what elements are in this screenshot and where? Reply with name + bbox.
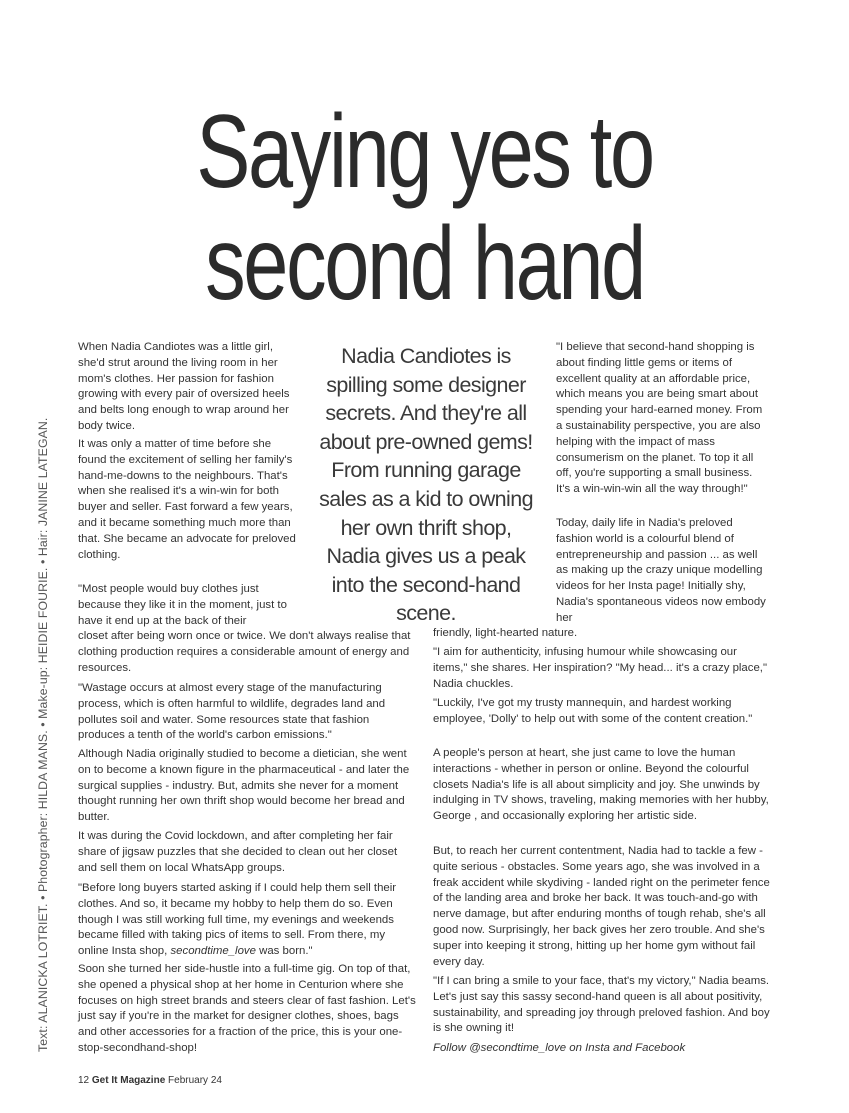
left-paragraph-7: "Before long buyers started asking if I could help them sell their clothes. And so, it became my hobby to help them do so. Even though I was still working full time, my evenings and weekends became filled with taking pics of items to sell. From there, my online Insta shop, secondtime_love was born." (78, 882, 397, 958)
headline-line-2: second hand (205, 206, 644, 322)
right-paragraph-6: But, to reach her current contentment, Nadia had to tackle a few - quite serious - obstacles. Some years ago, she was involved in a freak accident while skydiving - landed right on the perimeter fence of the landing area and broke her back. It was touch-and-go with nerve damage, but after enduring months of tough rehab, she's all good now. Surprisingly, her back gives her zero trouble. And she's super into keeping it strong, hitting up her home gym without fail every day. (433, 845, 770, 968)
standfirst: Nadia Candiotes is spilling some designer secrets. And they're all about pre-owned gems! From running garage sales as a kid to owning her own thrift shop, Nadia gives us a peak into the second-hand scene. (319, 344, 533, 626)
photo-credits: Text: ALANICKA LOTRIET. • Photographer: HILDA MANS. • Make-up: HEIDIE FOURIE. • Hair: JANINE LATEGAN. (36, 417, 50, 1052)
page-number: 12 (78, 1075, 90, 1086)
left-paragraph-3-narrow: "Most people would buy clothes just because they like it in the moment, just to have it end up at the back of their (78, 583, 287, 627)
social-follow-line: Follow @secondtime_love on Insta and Facebook (433, 1042, 686, 1054)
insta-handle: secondtime_love (170, 945, 256, 958)
left-paragraph-8: Soon she turned her side-hustle into a full-time gig. On top of that, she opened a physical shop at her home in Centurion where she focuses on high street brands and steers clear of fast fashion. Let's just say if you're in the market for designer clothes, shoes, bags and other accessories for a fraction of the price, this is your one-stop-secondhand-shop! (78, 963, 416, 1054)
left-paragraph-6: It was during the Covid lockdown, and after completing her fair share of jigsaw puzzles that she decided to clean out her closet and sell them on local WhatsApp groups. (78, 830, 398, 874)
right-paragraph-7: "If I can bring a smile to your face, that's my victory," Nadia beams. Let's just say this sassy second-hand queen is all about positivity, sustainability, and spreading joy through preloved fashion. And boy is she owning it! (433, 975, 770, 1035)
right-paragraph-5: A people's person at heart, she just came to love the human interactions - whether in person or online. Beyond the colourful closets Nadia's life is all about simplicity and joy. She unwinds by indulging in TV shows, traveling, making memories with her hubby, George , and occasionally exploring her artistic side. (433, 747, 769, 823)
left-paragraph-2: It was only a matter of time before she found the excitement of selling her family's hand-me-downs to the neighbours. That's when she realised it's a win-win for both buyer and seller. Fast forward a few years, and it became something much more than that. She became an advocate for preloved clothing. (78, 438, 296, 561)
right-paragraph-1: "I believe that second-hand shopping is about finding little gems or items of excellent quality at an affordable price, which means you are being smart about spending your hard-earned money. From a sustainability perspective, you are also helping with the impact of mass consumerism on the planet. To top it all off, you're supporting a small business. It's a win-win-win all the way through!" (556, 341, 763, 496)
right-paragraph-2-narrow: Today, daily life in Nadia's preloved fashion world is a colourful blend of entrepreneurship and passion ... as well as making up the crazy unique modelling videos for her Insta page! Initially shy, Nadia's spontaneous videos now embody her (556, 517, 766, 624)
left-paragraph-4: "Wastage occurs at almost every stage of the manufacturing process, which is often harmful to wildlife, degrades land and pollutes soil and water. Some resources state that fashion produces a tenth of the world's carbon emissions." (78, 682, 386, 742)
right-paragraph-4: "Luckily, I've got my trusty mannequin, and hardest working employee, 'Dolly' to help out with some of the content creation." (433, 697, 753, 725)
right-paragraph-2-wide: friendly, light-hearted nature. (433, 627, 578, 639)
right-paragraph-3: "I aim for authenticity, infusing humour while showcasing our items," she shares. Her inspiration? "My head... it's a crazy place," Nadia chuckles. (433, 646, 768, 690)
left-paragraph-1: When Nadia Candiotes was a little girl, she'd strut around the living room in her mom's clothes. Her passion for fashion growing with every pair of oversized heels and belts long enough to wrap around her body twice. (78, 341, 290, 432)
page-footer (78, 1075, 222, 1086)
issue-date: February 24 (168, 1075, 222, 1086)
left-paragraph-3-wide: closet after being worn once or twice. We don't always realise that clothing production requires a considerable amount of energy and resources. (78, 630, 411, 674)
magazine-name: Get It Magazine (91, 1075, 166, 1086)
headline-line-1: Saying yes to (196, 94, 653, 210)
left-paragraph-5: Although Nadia originally studied to become a dietician, she went on to become a known figure in the pharmaceutical - and later the surgical supplies - industry. But, admits she never for a moment thought running her own thrift shop would become her bread and butter. (78, 748, 410, 824)
